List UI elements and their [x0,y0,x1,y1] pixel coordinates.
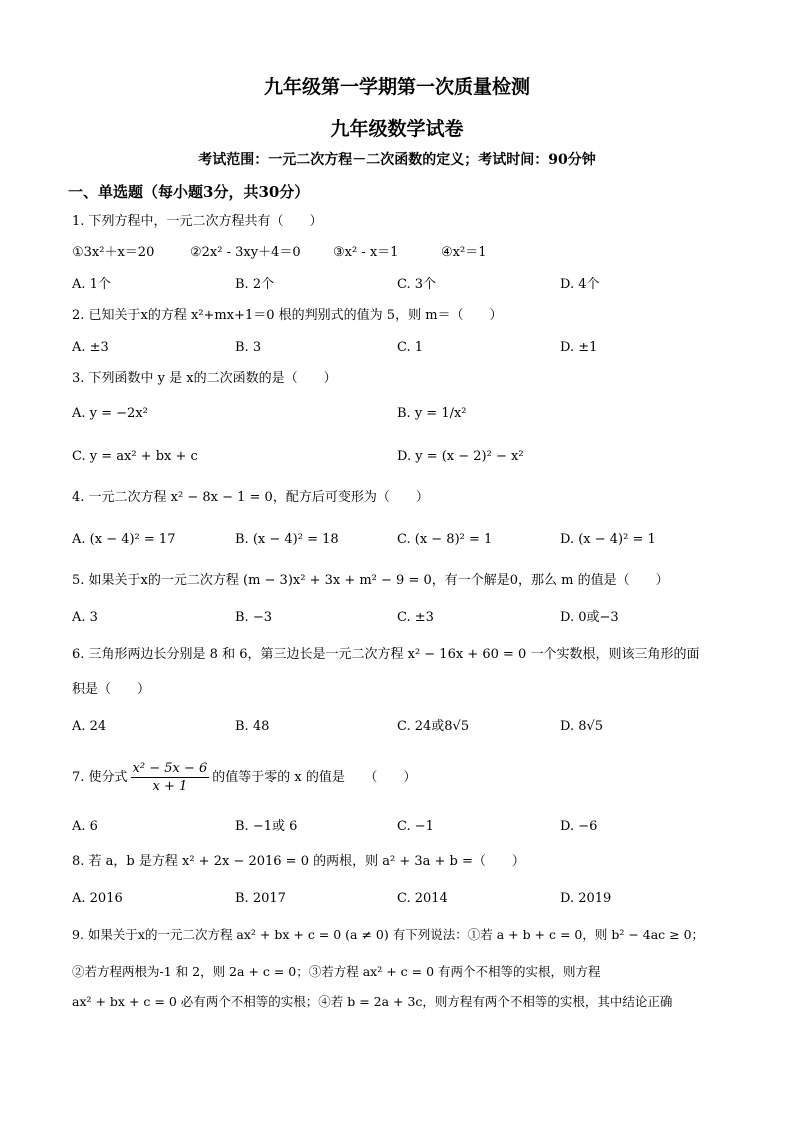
question-9-line-1: 9. 如果关于x的一元二次方程 ax² + bx + c = 0 (a ≠ 0) 有下列说法：①若 a + b + c = 0，则 b² − 4ac ≥ 0； [72,927,705,942]
question-8-stem: 8. 若 a，b 是方程 x² + 2x − 2016 = 0 的两根，则 a² + 3a + b =（ ） [72,854,525,869]
q3-option-b: B. y = 1/x² [397,406,467,421]
q7-fraction [131,760,210,795]
q2-option-a: A. ±3 [72,340,109,355]
q7-option-d: D. −6 [560,819,598,834]
question-5-stem: 5. 如果关于x的一元二次方程 (m − 3)x² + 3x + m² − 9 = 0，有一个解是0，那么 m 的值是（ ） [72,573,669,588]
question-4-stem: 4. 一元二次方程 x² − 8x − 1 = 0，配方后可变形为（ ） [72,490,429,505]
q4-option-c: C. (x − 8)² = 1 [397,532,493,547]
q7-stem-suffix: 的值等于零的 x 的值是 （ ） [212,769,417,785]
q6-option-c: C. 24或8√5 [397,719,470,734]
section-title: 一、单选题（每小题3分，共30分） [68,183,310,201]
q7-fraction-numerator: x² − 5x − 6 [132,761,208,776]
q6-option-a: A. 24 [72,719,107,734]
q3-option-d: D. y = (x − 2)² − x² [397,449,524,464]
q2-option-d: D. ±1 [560,340,598,355]
q5-option-c: C. ±3 [397,610,434,625]
q8-option-d: D. 2019 [560,891,612,906]
question-9-line-3: ax² + bx + c = 0 必有两个不相等的实根；④若 b = 2a + 3c，则方程有两个不相等的实根，其中结论正确 [72,994,673,1009]
q8-option-c: C. 2014 [397,891,448,906]
q1-option-c: C. 3个 [397,277,437,292]
question-3-stem: 3. 下列函数中 y 是 x的二次函数的是（ ） [72,371,337,386]
q3-option-a: A. y = −2x² [72,406,148,421]
q8-option-a: A. 2016 [72,891,123,906]
q1-item-1: ①3x²＋x＝20 [72,245,155,260]
question-1-stem: 1. 下列方程中，一元二次方程共有（ ） [72,214,323,229]
q1-item-2: ②2x² - 3xy＋4＝0 [190,245,301,260]
q1-option-d: D. 4个 [560,277,600,292]
q4-option-a: A. (x − 4)² = 17 [72,532,176,547]
q1-item-4: ④x²＝1 [441,245,487,260]
q7-option-b: B. −1或 6 [235,819,298,834]
question-6-stem-line-2: 积是（ ） [72,682,151,697]
q4-option-d: D. (x − 4)² = 1 [560,532,656,547]
q5-option-b: B. −3 [235,610,272,625]
q1-item-3: ③x² - x＝1 [333,245,399,260]
q7-option-c: C. −1 [397,819,434,834]
q7-stem-prefix: 7. 使分式 [72,769,128,785]
q6-option-d: D. 8√5 [560,719,604,734]
paper-title: 九年级数学试卷 [330,118,464,140]
q5-option-a: A. 3 [72,610,98,625]
question-6-stem-line-1: 6. 三角形两边长分别是 8 和 6，第三边长是一元二次方程 x² − 16x + 60 = 0 一个实数根，则该三角形的面 [72,647,700,662]
q2-option-b: B. 3 [235,340,262,355]
q2-option-c: C. 1 [397,340,424,355]
q6-option-b: B. 48 [235,719,270,734]
exam-title: 九年级第一学期第一次质量检测 [263,76,530,98]
question-2-stem: 2. 已知关于x的方程 x²+mx+1＝0 根的判别式的值为 5，则 m＝（ ） [72,308,503,323]
q1-option-a: A. 1个 [72,277,111,292]
q3-option-c: C. y = ax² + bx + c [72,449,198,464]
question-9-line-2: ②若方程两根为-1 和 2，则 2a + c = 0；③若方程 ax² + c = 0 有两个不相等的实根，则方程 [72,964,601,979]
q8-option-b: B. 2017 [235,891,286,906]
q5-option-d: D. 0或−3 [560,610,619,625]
q4-option-b: B. (x − 4)² = 18 [235,532,339,547]
q7-fraction-denominator: x + 1 [152,779,188,794]
q7-option-a: A. 6 [72,819,98,834]
exam-scope: 考试范围：一元二次方程－二次函数的定义；考试时间：90分钟 [198,152,596,168]
q1-option-b: B. 2个 [235,277,275,292]
question-7-stem [72,760,416,795]
